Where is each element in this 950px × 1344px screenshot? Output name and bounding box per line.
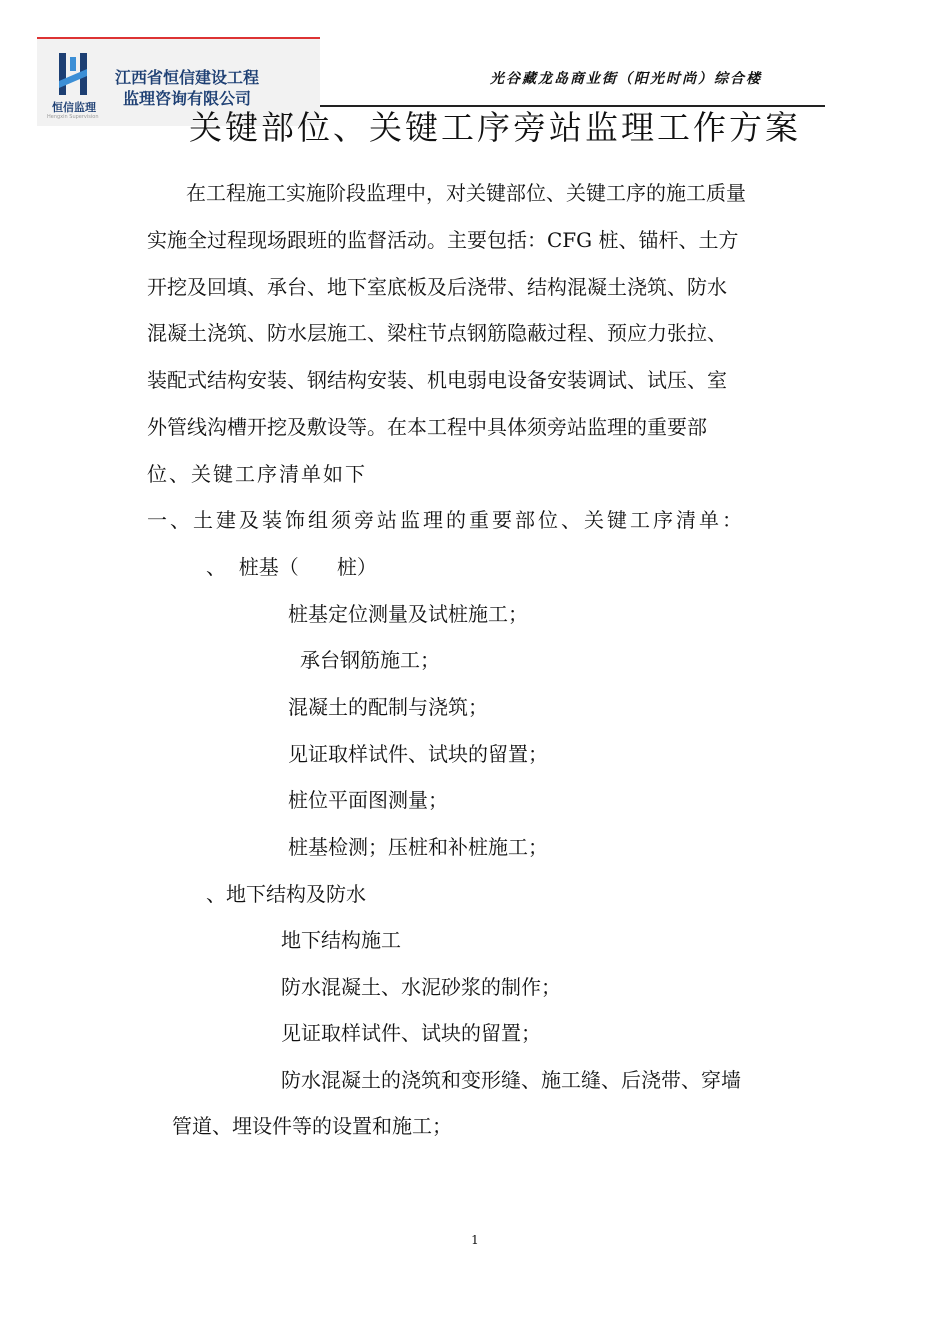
list-item: 桩基检测；压桩和补桩施工； [288,835,548,859]
list-item: 承台钢筋施工； [300,648,440,672]
section-heading: 一、土建及装饰组须旁站监理的重要部位、关键工序清单： [147,508,745,532]
intro-line: 装配式结构安装、钢结构安装、机电弱电设备安装调试、试压、室 [147,368,727,392]
page-number: 1 [471,1233,479,1247]
logo-text: 恒信监理 [52,101,96,114]
company-name-line2: 监理咨询有限公司 [123,89,252,108]
intro-line: 位、关键工序清单如下 [147,462,367,486]
list-item: 桩基定位测量及试桩施工； [288,602,528,626]
intro-line: 实施全过程现场跟班的监督活动。主要包括：CFG 桩、锚杆、土方 [147,228,739,252]
list-item: 管道、埋设件等的设置和施工； [172,1114,452,1138]
subsection-heading: 、地下结构及防水 [206,882,366,906]
intro-line: 外管线沟槽开挖及敷设等。在本工程中具体须旁站监理的重要部 [147,415,707,439]
list-item: 见证取样试件、试块的留置； [288,742,548,766]
company-name-line1: 江西省恒信建设工程 [115,68,260,87]
page-title: 关键部位、关键工序旁站监理工作方案 [189,108,801,147]
list-item: 桩位平面图测量； [288,788,448,812]
list-item: 防水混凝土、水泥砂浆的制作； [281,975,561,999]
intro-line: 开挖及回填、承台、地下室底板及后浇带、结构混凝土浇筑、防水 [147,275,727,299]
list-item: 地下结构施工 [281,928,401,952]
list-item: 混凝土的配制与浇筑； [288,695,488,719]
intro-line: 混凝土浇筑、防水层施工、梁柱节点钢筋隐蔽过程、预应力张拉、 [147,321,727,345]
list-item: 防水混凝土的浇筑和变形缝、施工缝、后浇带、穿墙 [281,1068,741,1092]
project-name: 光谷藏龙岛商业街（阳光时尚）综合楼 [490,71,762,87]
list-item: 见证取样试件、试块的留置； [281,1021,541,1045]
intro-line: 在工程施工实施阶段监理中，对关键部位、关键工序的施工质量 [186,181,746,205]
subsection-heading: 、 桩基（ 桩） [206,555,377,579]
logo-small-text: Hengxin Supervision [47,114,99,120]
